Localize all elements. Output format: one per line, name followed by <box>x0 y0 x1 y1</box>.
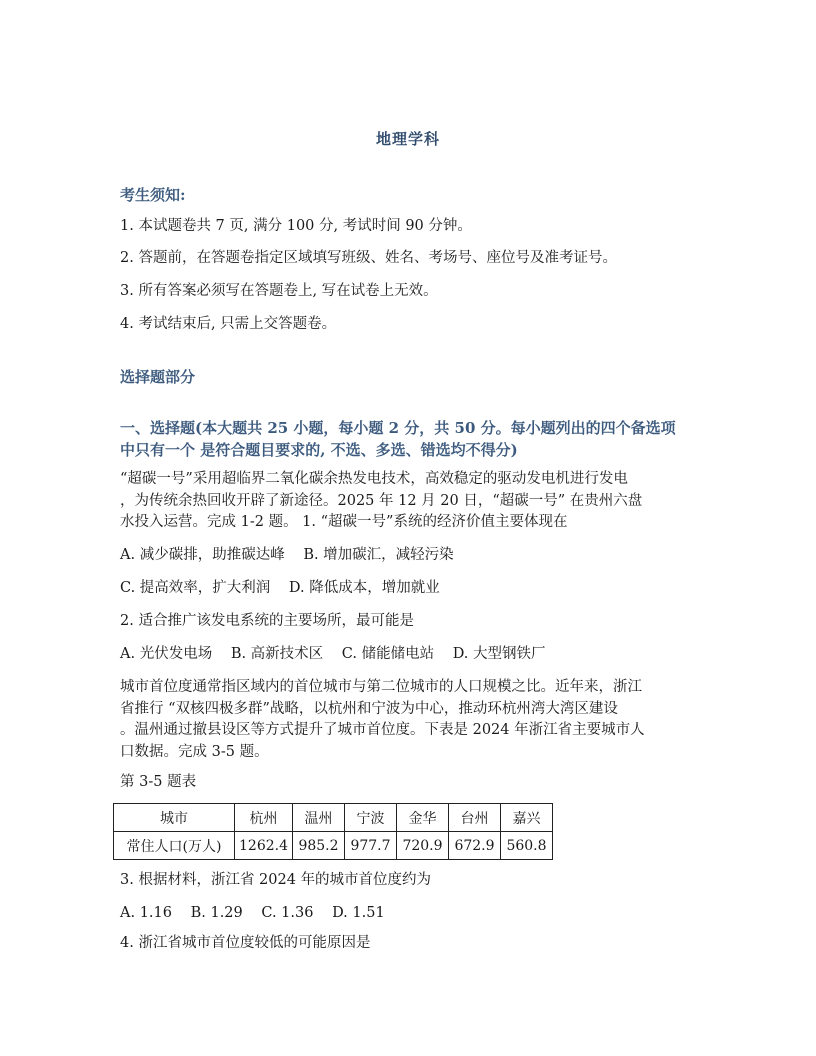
q2-stem: 2. 适合推广该发电系统的主要场所，最可能是 <box>120 613 414 629</box>
passage-1-line: “超碳一号”采用超临界二氧化碳余热发电技术，高效稳定的驱动发电机进行发电 <box>120 471 628 487</box>
passage-1-line: ，为传统余热回收开辟了新途径。2025 年 12 月 20 日，“超碳一号” 在贵州六盘 <box>120 492 643 509</box>
table-header-cell: 宁波 <box>345 804 397 832</box>
q1-options-row-1 <box>120 544 696 566</box>
part-heading-line-1: 一、选择题(本大题共 25 小题，每小题 2 分，共 50 分。每小题列出的四个备选项 <box>120 419 676 437</box>
part-heading-line-2: 中只有一个 是符合题目要求的, 不选、多选、错选均不得分) <box>120 441 518 459</box>
table-caption: 第 3-5 题表 <box>120 774 197 790</box>
notice-heading: 考生须知: <box>120 186 186 204</box>
population-table <box>113 803 553 860</box>
passage-1 <box>120 469 696 534</box>
q1-options-row-2 <box>120 577 696 599</box>
q2-options <box>120 643 696 665</box>
table-header-cell: 金华 <box>397 804 449 832</box>
q3-stem: 3. 根据材料，浙江省 2024 年的城市首位度约为 <box>120 872 432 888</box>
q1-option-b: B. 增加碳汇，减轻污染 <box>303 547 454 563</box>
q3-option-d: D. 1.51 <box>332 905 385 921</box>
table-cell: 720.9 <box>397 832 449 860</box>
notice-item-2: 2. 答题前，在答题卷指定区域填写班级、姓名、考场号、座位号及准考证号。 <box>120 250 617 266</box>
table-cell: 560.8 <box>501 832 553 860</box>
section-title: 选择题部分 <box>120 368 196 386</box>
notice-item-4: 4. 考试结束后, 只需上交答题卷。 <box>120 316 337 332</box>
table-cell: 985.2 <box>293 832 345 860</box>
q2-option-a: A. 光伏发电场 <box>120 646 213 662</box>
passage-2-line: 省推行 “双核四极多群”战略，以杭州和宁波为中心，推动环杭州湾大湾区建设 <box>120 700 618 717</box>
table-row <box>114 832 553 860</box>
table-cell: 1262.4 <box>235 832 293 860</box>
table-cell: 672.9 <box>449 832 501 860</box>
page-title: 地理学科 <box>375 130 440 148</box>
table-header-cell: 城市 <box>114 804 235 832</box>
passage-2-line: 城市首位度通常指区域内的首位城市与第二位城市的人口规模之比。近年来，浙江 <box>120 679 642 695</box>
passage-2 <box>120 677 696 763</box>
q1-option-a: A. 减少碳排，助推碳达峰 <box>120 547 285 563</box>
q2-option-c: C. 储能储电站 <box>341 646 435 662</box>
table-header-cell: 温州 <box>293 804 345 832</box>
q3-option-a: A. 1.16 <box>120 905 172 921</box>
table-cell: 常住人口(万人) <box>114 832 235 860</box>
q4-stem: 4. 浙江省城市首位度较低的可能原因是 <box>120 935 371 951</box>
notice-item-3: 3. 所有答案必须写在答题卷上, 写在试卷上无效。 <box>120 283 438 299</box>
table-header-row <box>114 804 553 832</box>
q2-option-d: D. 大型钢铁厂 <box>452 646 546 662</box>
table-header-cell: 台州 <box>449 804 501 832</box>
q1-option-c: C. 提高效率，扩大利润 <box>120 580 271 596</box>
passage-2-line: 口数据。完成 3-5 题。 <box>120 743 269 760</box>
table-header-cell: 杭州 <box>235 804 293 832</box>
table-cell: 977.7 <box>345 832 397 860</box>
notice-item-1: 1. 本试题卷共 7 页, 满分 100 分, 考试时间 90 分钟。 <box>120 218 472 234</box>
part-heading <box>120 417 700 461</box>
passage-2-line: 。温州通过撤县设区等方式提升了城市首位度。下表是 2024 年浙江省主要城市人 <box>120 722 645 738</box>
q2-option-b: B. 高新技术区 <box>230 646 324 662</box>
q3-option-b: B. 1.29 <box>190 905 243 921</box>
q3-option-c: C. 1.36 <box>261 905 314 921</box>
table-header-cell: 嘉兴 <box>501 804 553 832</box>
q1-option-d: D. 降低成本，增加就业 <box>288 580 440 596</box>
q3-options <box>120 902 696 924</box>
passage-1-line: 水投入运营。完成 1-2 题。 1. “超碳一号”系统的经济价值主要体现在 <box>120 514 568 530</box>
